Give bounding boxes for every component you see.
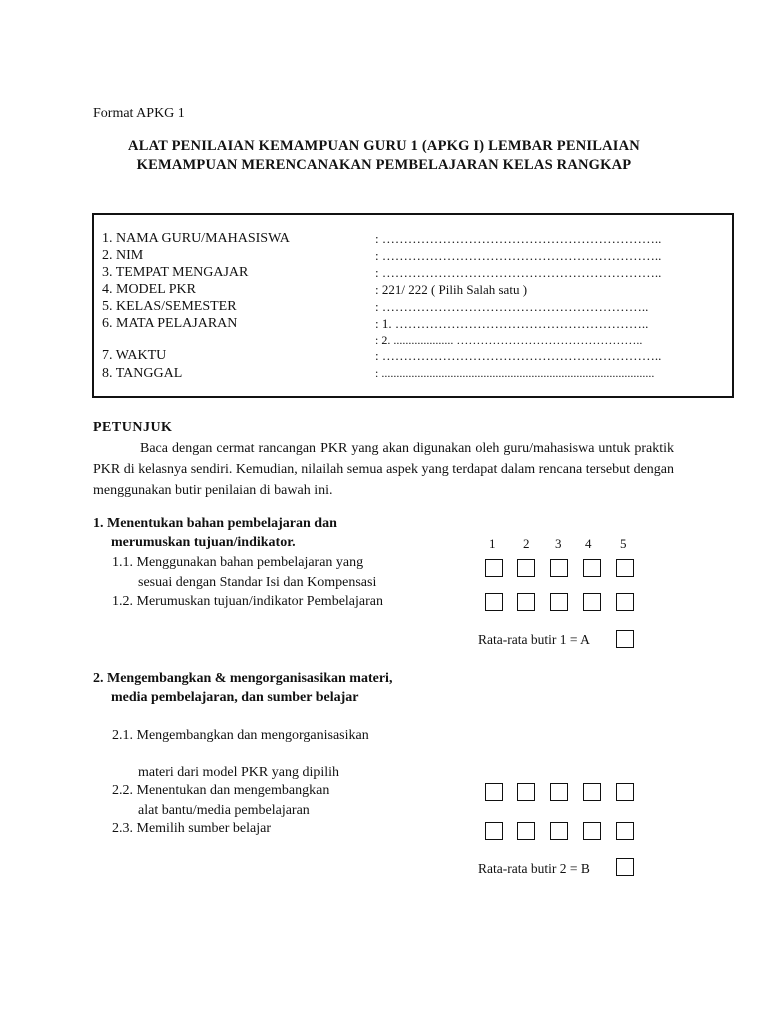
average-1-box[interactable] bbox=[616, 630, 634, 648]
document-title-line-2: KEMAMPUAN MERENCANAKAN PEMBELAJARAN KELAS RANGKAP bbox=[136, 157, 632, 173]
item-2-1: 2.1. Mengembangkan dan mengorganisasikan bbox=[112, 728, 369, 743]
identity-label: 5. KELAS/SEMESTER bbox=[102, 299, 237, 314]
rating-checkbox-2-3-5[interactable] bbox=[616, 822, 634, 840]
rating-checkbox-2-2-5[interactable] bbox=[616, 783, 634, 801]
rating-checkbox-2-3-3[interactable] bbox=[550, 822, 568, 840]
item-2-2-cont: alat bantu/media pembelajaran bbox=[138, 803, 310, 818]
format-label: Format APKG 1 bbox=[93, 106, 185, 121]
scale-label-1: 1 bbox=[489, 536, 496, 551]
identity-label: 3. TEMPAT MENGAJAR bbox=[102, 265, 249, 280]
identity-label: 2. NIM bbox=[102, 248, 144, 263]
petunjuk-text: Baca dengan cermat rancangan PKR yang akan digunakan oleh guru/mahasiswa untuk praktik PKR di kelasnya sendiri. Kemudian, nilailah semua aspek yang terdapat dalam rencana tersebut dengan menggunakan butir penilaian di bawah ini. bbox=[93, 441, 674, 498]
petunjuk-heading: PETUNJUK bbox=[93, 420, 173, 435]
scale-label-3: 3 bbox=[555, 536, 562, 551]
petunjuk-paragraph bbox=[93, 438, 674, 501]
section-1-title: 1. Menentukan bahan pembelajaran dan bbox=[93, 516, 337, 531]
rating-checkbox-1-1-1[interactable] bbox=[485, 559, 503, 577]
rating-checkbox-1-2-1[interactable] bbox=[485, 593, 503, 611]
rating-checkbox-1-1-4[interactable] bbox=[583, 559, 601, 577]
average-2-box[interactable] bbox=[616, 858, 634, 876]
identity-field-place[interactable]: : ……………………………………………………….. bbox=[375, 265, 662, 280]
item-1-1: 1.1. Menggunakan bahan pembelajaran yang bbox=[112, 555, 364, 570]
rating-checkbox-2-3-4[interactable] bbox=[583, 822, 601, 840]
rating-checkbox-1-2-4[interactable] bbox=[583, 593, 601, 611]
item-2-3: 2.3. Memilih sumber belajar bbox=[112, 821, 272, 836]
identity-field-subject-2[interactable]: : 2. .................... ……………………………………….. bbox=[375, 333, 643, 347]
rating-checkbox-1-1-2[interactable] bbox=[517, 559, 535, 577]
rating-checkbox-2-2-2[interactable] bbox=[517, 783, 535, 801]
rating-checkbox-2-2-4[interactable] bbox=[583, 783, 601, 801]
rating-checkbox-1-2-2[interactable] bbox=[517, 593, 535, 611]
rating-checkbox-2-2-3[interactable] bbox=[550, 783, 568, 801]
identity-box bbox=[92, 213, 734, 398]
identity-field-time[interactable]: : ……………………………………………………….. bbox=[375, 348, 662, 363]
scale-label-2: 2 bbox=[523, 536, 530, 551]
identity-label: 7. WAKTU bbox=[102, 348, 167, 363]
item-1-1-cont: sesuai dengan Standar Isi dan Kompensasi bbox=[138, 575, 377, 590]
section-2-title: 2. Mengembangkan & mengorganisasikan materi, bbox=[93, 671, 393, 686]
identity-field-subject-1[interactable]: : 1. ………………………………………………….. bbox=[375, 316, 649, 331]
rating-checkbox-2-2-1[interactable] bbox=[485, 783, 503, 801]
identity-field-model[interactable]: : 221/ 222 ( Pilih Salah satu ) bbox=[375, 282, 528, 297]
identity-field-class[interactable]: : …………………………………………………….. bbox=[375, 299, 649, 314]
rating-checkbox-1-2-5[interactable] bbox=[616, 593, 634, 611]
item-1-2: 1.2. Merumuskan tujuan/indikator Pembelajaran bbox=[112, 594, 383, 609]
identity-label: 4. MODEL PKR bbox=[102, 282, 196, 297]
document-title-line-1: ALAT PENILAIAN KEMAMPUAN GURU 1 (APKG I) LEMBAR PENILAIAN bbox=[128, 138, 640, 154]
identity-field-nim[interactable]: : ……………………………………………………….. bbox=[375, 248, 662, 263]
rating-checkbox-1-1-5[interactable] bbox=[616, 559, 634, 577]
identity-label: 1. NAMA GURU/MAHASISWA bbox=[102, 231, 290, 246]
item-2-2: 2.2. Menentukan dan mengembangkan bbox=[112, 783, 330, 798]
rating-checkbox-1-2-3[interactable] bbox=[550, 593, 568, 611]
rating-checkbox-1-1-3[interactable] bbox=[550, 559, 568, 577]
identity-label: 8. TANGGAL bbox=[102, 366, 183, 381]
rating-checkbox-2-3-2[interactable] bbox=[517, 822, 535, 840]
identity-field-date[interactable]: : ........................................................................................... bbox=[375, 366, 655, 380]
average-1-label: Rata-rata butir 1 = A bbox=[478, 632, 590, 647]
identity-field-name[interactable]: : ……………………………………………………….. bbox=[375, 231, 662, 246]
rating-checkbox-2-3-1[interactable] bbox=[485, 822, 503, 840]
section-1-title-cont: merumuskan tujuan/indikator. bbox=[111, 535, 296, 550]
average-2-label: Rata-rata butir 2 = B bbox=[478, 861, 590, 876]
item-2-1-cont: materi dari model PKR yang dipilih bbox=[138, 765, 340, 780]
scale-label-4: 4 bbox=[585, 536, 592, 551]
section-2-title-cont: media pembelajaran, dan sumber belajar bbox=[111, 690, 359, 705]
identity-label: 6. MATA PELAJARAN bbox=[102, 316, 238, 331]
scale-label-5: 5 bbox=[620, 536, 627, 551]
